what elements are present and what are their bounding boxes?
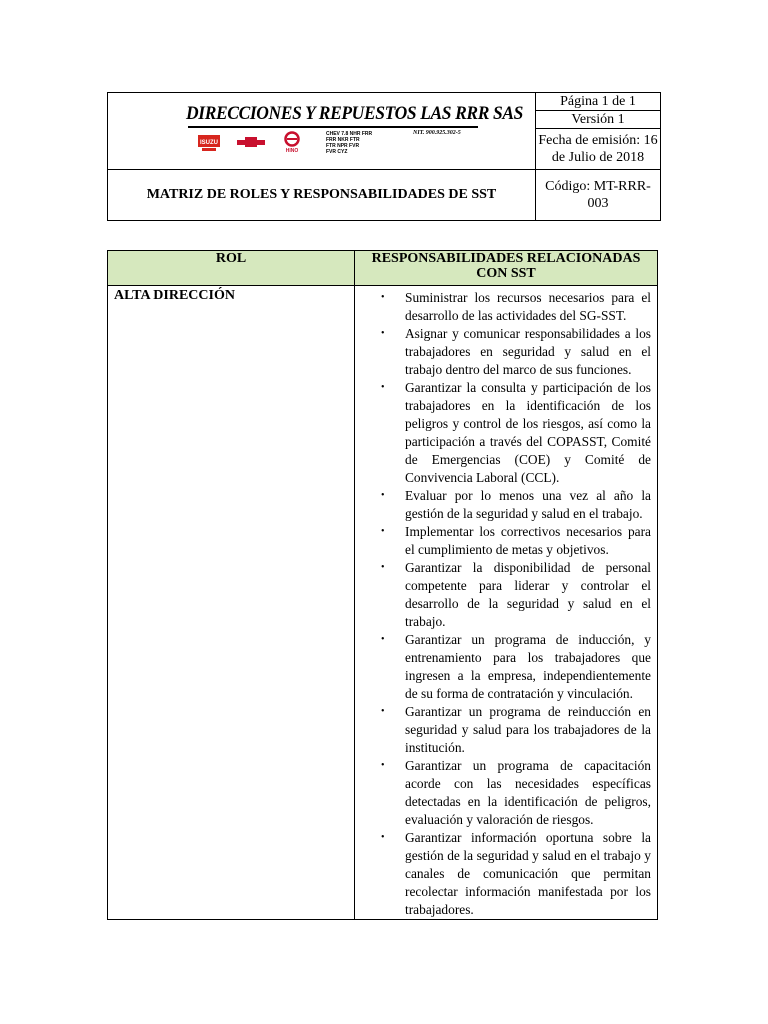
- list-item: [375, 829, 651, 919]
- list-item-text: Suministrar los recursos necesarios para el desarrollo de las actividades del SG-SST.: [405, 290, 651, 323]
- chevrolet-logo-icon: [236, 136, 266, 148]
- bullet-icon: •: [381, 382, 385, 394]
- svg-text:HINO: HINO: [285, 148, 299, 153]
- page-number: Página 1 de 1: [536, 93, 661, 111]
- hino-logo-icon: [280, 131, 304, 153]
- bullet-icon: •: [381, 292, 385, 303]
- list-item-text: Evaluar por lo menos una vez al año la gestión de la seguridad y salud en el trabajo.: [405, 488, 651, 521]
- responsibilities-list: [375, 289, 651, 919]
- list-item-text: Garantizar un programa de capacitación acorde con las necesidades específicas detectadas en la identificación de peligros, evaluación y valoración de riesgos.: [405, 758, 651, 828]
- list-item: [375, 703, 651, 757]
- rol-cell: ALTA DIRECCIÓN: [108, 286, 355, 920]
- company-logo-block: [108, 93, 536, 170]
- version: Versión 1: [536, 111, 661, 129]
- vehicle-models: CHEV 7.8 NHR FRR FRR NKR FTR FTR NPR FVR FVR CYZ: [326, 131, 373, 155]
- list-item: [375, 289, 651, 325]
- column-header-rol: ROL: [108, 251, 355, 286]
- list-item-text: Implementar los correctivos necesarios para el cumplimiento de metas y objetivos.: [405, 524, 651, 558]
- list-item: [375, 631, 651, 703]
- document-code: Código: MT-RRR-003: [536, 170, 661, 221]
- list-item: [375, 379, 651, 487]
- bullet-icon: •: [381, 760, 385, 772]
- bullet-icon: •: [381, 490, 385, 502]
- bullet-icon: •: [381, 832, 385, 844]
- list-item: [375, 325, 651, 379]
- list-item-text: Garantizar la disponibilidad de personal competente para liderar y controlar el desarrollo de la seguridad y salud en el trabajo.: [405, 560, 651, 630]
- list-item-text: Garantizar un programa de inducción, y entrenamiento para los trabajadores que ingresen a la empresa, independientemente de su forma de contratación y vinculación.: [405, 632, 651, 702]
- company-underline: [188, 126, 478, 128]
- issue-date: Fecha de emisión: 16 de Julio de 2018: [536, 129, 661, 170]
- bullet-icon: •: [381, 706, 385, 718]
- list-item-text: Garantizar información oportuna sobre la gestión de la seguridad y salud en el trabajo y canales de comunicación que permitan recolectar información manifestada por los trabajadores.: [405, 830, 651, 918]
- list-item: [375, 559, 651, 631]
- list-item: [375, 757, 651, 829]
- table-row: [108, 286, 658, 920]
- list-item-text: Garantizar la consulta y participación de los trabajadores en la identificación de los peligros y control de los riesgos, así como la participación a través del COPASST, Comité de Emergencias (COE) y Comité de Convivencia Laboral (CCL).: [405, 380, 651, 485]
- bullet-icon: •: [381, 562, 385, 574]
- list-item: [375, 487, 651, 523]
- list-item: [375, 523, 651, 559]
- bullet-icon: •: [381, 526, 385, 538]
- bullet-icon: •: [381, 328, 385, 340]
- document-title: MATRIZ DE ROLES Y RESPONSABILIDADES DE SST: [108, 170, 536, 221]
- company-name: DIRECCIONES Y REPUESTOS LAS RRR SAS: [186, 103, 524, 124]
- responsibilities-cell: [355, 286, 658, 920]
- svg-text:ISUZU: ISUZU: [200, 140, 218, 146]
- isuzu-logo-icon: [196, 134, 222, 152]
- company-nit: NIT. 900.925.302-5: [413, 130, 461, 136]
- list-item-text: Asignar y comunicar responsabilidades a los trabajadores en seguridad y salud en el trabajo dentro del marco de sus funciones.: [405, 326, 651, 377]
- roles-table: [107, 250, 658, 920]
- column-header-responsabilidades: RESPONSABILIDADES RELACIONADAS CON SST: [355, 251, 658, 286]
- list-item-text: Garantizar un programa de reinducción en seguridad y salud para los trabajadores de la institución.: [405, 704, 651, 756]
- document-header: [107, 92, 661, 221]
- bullet-icon: •: [381, 634, 385, 646]
